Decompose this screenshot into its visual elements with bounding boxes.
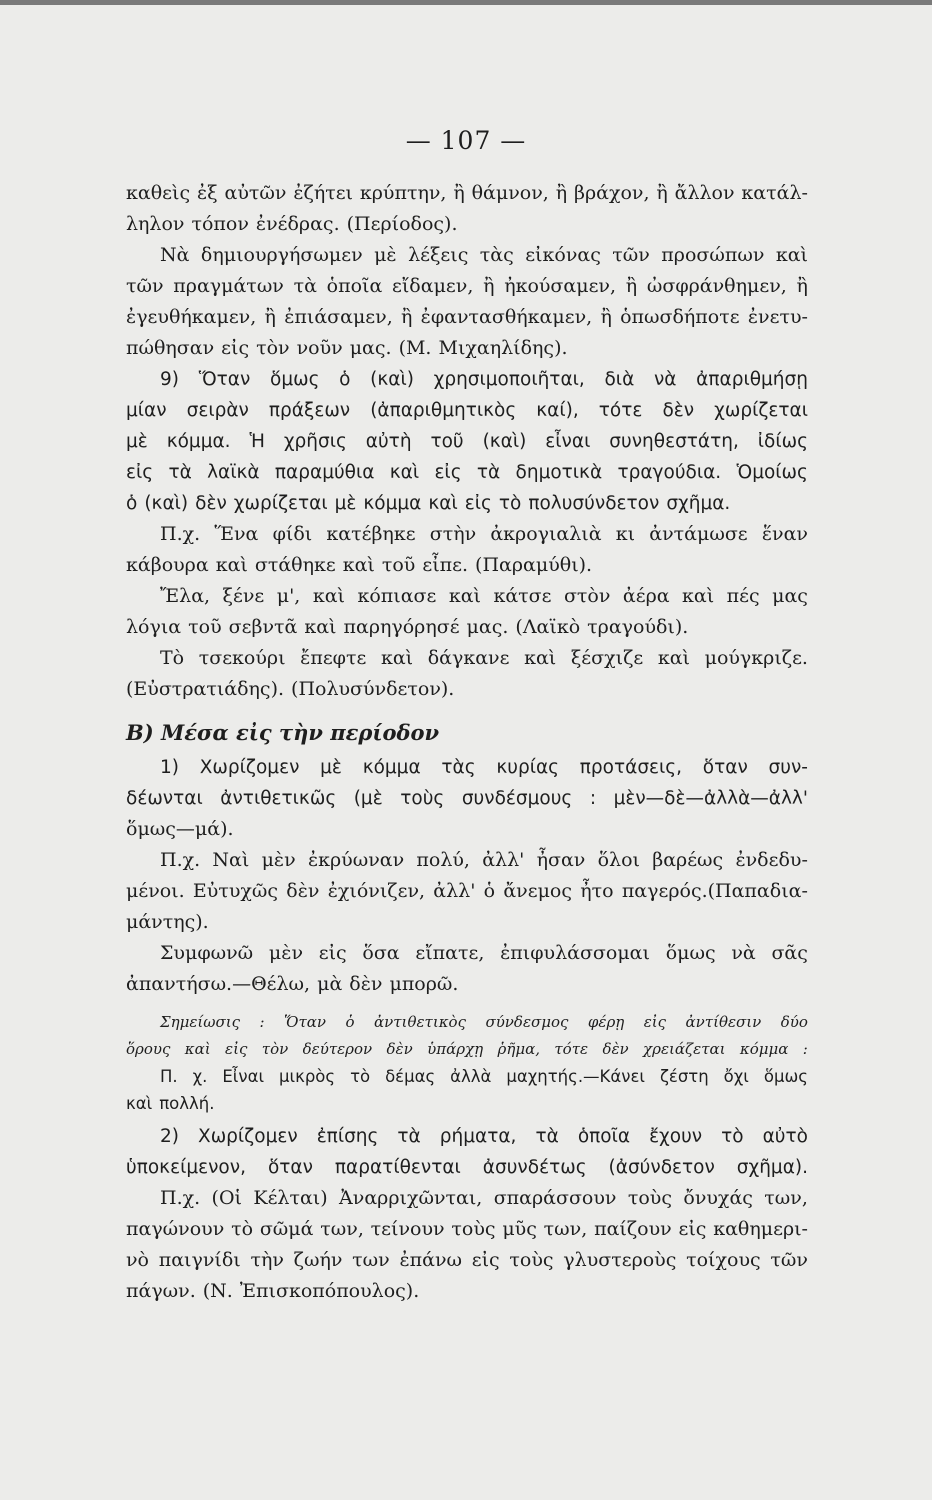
- text-line: ἀπαντήσω.—Θέλω, μὰ δὲν μπορῶ.: [126, 973, 459, 995]
- page-body: [126, 178, 808, 1307]
- text-line: Σημείωσις : Ὅταν ὁ ἀντιθετικὸς σύνδεσμος φέρῃ εἰς ἀντίθεσιν δύο: [160, 1013, 808, 1031]
- text-line: καὶ πολλή.: [126, 1094, 215, 1113]
- text-line: Π.χ. Ἕνα φίδι κατέβηκε στὴν ἀκρογιαλιὰ κι ἀντάμωσε ἕναν: [160, 523, 808, 545]
- text-line: μὲ κόμμα. Ἡ χρῆσις αὐτὴ τοῦ (καὶ) εἶναι συνηθεστάτη, ἰδίως: [126, 431, 808, 452]
- block-2: [126, 752, 808, 1000]
- text-line: πώθησαν εἰς τὸν νοῦν μας. (Μ. Μιχαηλίδης).: [126, 337, 568, 359]
- text-line: καθεὶς ἐξ αὐτῶν ἐζήτει κρύπτην, ἢ θάμνον, ἢ βράχον, ἢ ἄλλον κατάλ-: [126, 182, 808, 204]
- text-line: Π.χ. (Οἱ Κέλται) Ἀναρριχῶνται, σπαράσσουν τοὺς ὄνυχάς των,: [160, 1187, 808, 1209]
- block-3: [126, 1121, 808, 1307]
- text-line: ὑποκείμενον, ὅταν παρατίθενται ἀσυνδέτως (ἀσύνδετον σχῆμα).: [126, 1157, 808, 1178]
- page-number: — 107 —: [405, 126, 527, 155]
- text-line: ὅρους καὶ εἰς τὸν δεύτερον δὲν ὑπάρχῃ ῥῆμα, τότε δὲν χρειάζεται κόμμα :: [126, 1040, 808, 1058]
- text-line: δέωνται ἀντιθετικῶς (μὲ τοὺς συνδέσμους : μὲν—δὲ—ἀλλὰ—ἀλλ': [126, 788, 808, 809]
- text-line: παγώνουν τὸ σῶμά των, τείνουν τοὺς μῦς των, παίζουν εἰς καθημερι-: [126, 1218, 808, 1240]
- text-line: κάβουρα καὶ στάθηκε καὶ τοῦ εἶπε. (Παραμύθι).: [126, 554, 593, 576]
- text-line: ὅμως—μά).: [126, 818, 234, 840]
- text-line: Συμφωνῶ μὲν εἰς ὅσα εἴπατε, ἐπιφυλάσσομαι ὅμως νὰ σᾶς: [160, 942, 808, 964]
- text-line: Ἔλα, ξένε μ', καὶ κόπιασε καὶ κάτσε στὸν ἀέρα καὶ πές μας: [160, 585, 808, 607]
- text-line: μένοι. Εὐτυχῶς δὲν ἐχιόνιζεν, ἀλλ' ὁ ἄνεμος ἦτο παγερός.(Παπαδια-: [126, 880, 808, 902]
- text-line: Π. χ. Εἶναι μικρὸς τὸ δέμας ἀλλὰ μαχητής.—Κάνει ζέστη ὄχι ὅμως: [160, 1067, 808, 1086]
- text-line: 2) Χωρίζομεν ἐπίσης τὰ ρήματα, τὰ ὁποῖα ἔχουν τὸ αὐτὸ: [160, 1126, 808, 1147]
- text-line: λόγια τοῦ σεβντᾶ καὶ παρηγόρησέ μας. (Λαϊκὸ τραγούδι).: [126, 616, 689, 638]
- text-line: νὸ παιγνίδι τὴν ζωήν των ἐπάνω εἰς τοὺς γλυστεροὺς τοίχους τῶν: [126, 1249, 808, 1271]
- note-block: [126, 1009, 808, 1063]
- text-line: ἐγευθήκαμεν, ἢ ἐπιάσαμεν, ἢ ἐφαντασθήκαμεν, ἢ ὁπωσδήποτε ἐνετυ-: [126, 306, 808, 328]
- scan-edge: [0, 0, 932, 5]
- block-1: [126, 178, 808, 705]
- text-line: Π.χ. Ναὶ μὲν ἐκρύωναν πολύ, ἀλλ' ἦσαν ὅλοι βαρέως ἐνδεδυ-: [160, 849, 808, 871]
- section-heading: Β) Μέσα εἰς τὴν περίοδον: [126, 720, 440, 745]
- text-line: 1) Χωρίζομεν μὲ κόμμα τὰς κυρίας προτάσεις, ὅταν συν-: [160, 757, 808, 778]
- text-line: 9) Ὅταν ὅμως ὁ (καὶ) χρησιμοποιῆται, διὰ νὰ ἀπαριθμήσῃ: [160, 369, 808, 390]
- text-line: εἰς τὰ λαϊκὰ παραμύθια καὶ εἰς τὰ δημοτικὰ τραγούδια. Ὁμοίως: [126, 462, 808, 483]
- text-line: Νὰ δημιουργήσωμεν μὲ λέξεις τὰς εἰκόνας τῶν προσώπων καὶ: [160, 244, 808, 266]
- text-line: τῶν πραγμάτων τὰ ὁποῖα εἴδαμεν, ἢ ἠκούσαμεν, ἢ ὠσφράνθημεν, ἢ: [126, 275, 808, 297]
- note-example: [126, 1063, 808, 1117]
- text-line: Τὸ τσεκούρι ἔπεφτε καὶ δάγκανε καὶ ξέσχιζε καὶ μούγκριζε.: [160, 647, 808, 669]
- text-line: ὁ (καὶ) δὲν χωρίζεται μὲ κόμμα καὶ εἰς τὸ πολυσύνδετον σχῆμα.: [126, 493, 731, 514]
- text-line: μίαν σειρὰν πράξεων (ἀπαριθμητικὸς καί), τότε δὲν χωρίζεται: [126, 400, 808, 421]
- text-line: μάντης).: [126, 911, 209, 933]
- text-line: πάγων. (Ν. Ἐπισκοπόπουλος).: [126, 1280, 420, 1302]
- text-line: (Εὐστρατιάδης). (Πολυσύνδετον).: [126, 678, 455, 700]
- text-line: ληλον τόπον ἐνέδρας. (Περίοδος).: [126, 213, 458, 235]
